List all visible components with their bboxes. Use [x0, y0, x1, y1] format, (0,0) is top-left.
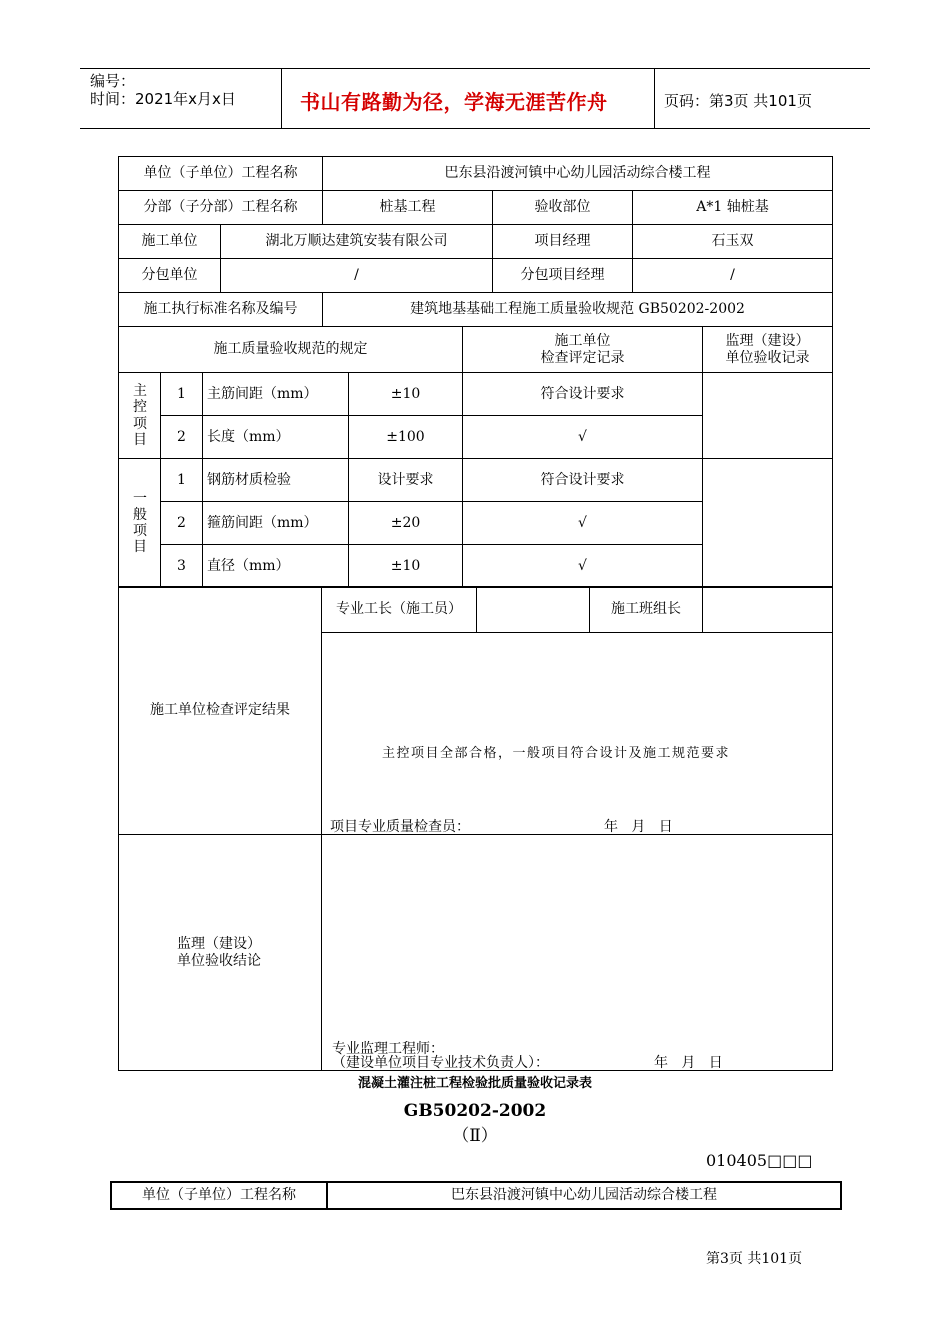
quality-inspector-label: 项目专业质量检查员： [330, 819, 470, 835]
construction-conclusion: 主控项目全部合格，一般项目符合设计及施工规范要求 [382, 746, 731, 761]
supervision-label-line2: 单位验收结论 [177, 952, 261, 969]
item-result: √ [463, 416, 703, 459]
division-project-label: 分部（子分部）工程名称 [119, 191, 323, 225]
section-part: （Ⅱ） [452, 1126, 498, 1146]
supervision-label-line1: 监理（建设） [177, 936, 261, 953]
general-group: 一般项目 [119, 459, 161, 588]
supervisor-record-header-line2: 单位验收记录 [725, 349, 810, 366]
header-bottom-rule [80, 128, 870, 129]
header-top-rule [80, 68, 870, 69]
item-no: 3 [161, 545, 203, 588]
team-leader-value [703, 587, 833, 633]
form-number: 010405□□□ [706, 1151, 813, 1170]
item-spec: ±10 [349, 373, 463, 416]
item-spec: ±100 [349, 416, 463, 459]
main-control-group: 主控项目 [119, 373, 161, 459]
section-code: GB50202-2002 [403, 1101, 547, 1121]
main-supervisor-record [703, 373, 833, 459]
footer-page-number: 第3页 共101页 [706, 1251, 803, 1267]
item-name: 直径（mm） [203, 545, 349, 588]
motto: 书山有路勤为径，学海无涯苦作舟 [300, 90, 608, 114]
item-no: 1 [161, 459, 203, 502]
item-spec: 设计要求 [349, 459, 463, 502]
item-no: 2 [161, 502, 203, 545]
section2-unit-name-label: 单位（子单位）工程名称 [111, 1182, 327, 1209]
construction-result-label: 施工单位检查评定结果 [119, 587, 322, 835]
time-label: 时间：2021年x月x日 [90, 90, 236, 108]
project-manager-label: 项目经理 [493, 225, 633, 259]
team-leader-label: 施工班组长 [590, 587, 703, 633]
supervision-engineer-label: 专业监理工程师： [332, 1041, 444, 1057]
item-name: 长度（mm） [203, 416, 349, 459]
item-name: 箍筋间距（mm） [203, 502, 349, 545]
owner-representative-label: （建设单位项目专业技术负责人）： [332, 1055, 549, 1071]
item-result: 符合设计要求 [463, 459, 703, 502]
results-table [118, 586, 833, 1071]
section2-table [110, 1181, 842, 1210]
item-result: √ [463, 545, 703, 588]
check-items-table [118, 326, 833, 588]
supervision-conclusion-cell [322, 835, 833, 1071]
item-result: 符合设计要求 [463, 373, 703, 416]
standard-value: 建筑地基基础工程施工质量验收规范 GB50202-2002 [323, 293, 833, 327]
unit-check-header-line1: 施工单位 [554, 333, 611, 350]
item-no: 1 [161, 373, 203, 416]
page-label: 页码：第3页 共101页 [664, 92, 812, 110]
standard-label: 施工执行标准名称及编号 [119, 293, 323, 327]
supervisor-record-header [703, 327, 833, 373]
acceptance-part-label: 验收部位 [493, 191, 633, 225]
supervision-date: 年 月 日 [654, 1055, 723, 1071]
header-divider [654, 68, 655, 128]
header-divider [281, 68, 282, 128]
item-spec: ±10 [349, 545, 463, 588]
section2-unit-name-value: 巴东县沿渡河镇中心幼儿园活动综合楼工程 [327, 1182, 841, 1209]
subcontractor-value: / [221, 259, 493, 293]
item-name: 钢筋材质检验 [203, 459, 349, 502]
contractor-value: 湖北万顺达建筑安装有限公司 [221, 225, 493, 259]
inspector-date: 年 月 日 [604, 819, 673, 835]
division-project-value: 桩基工程 [323, 191, 493, 225]
construction-conclusion-cell [322, 633, 833, 835]
unit-project-name-label: 单位（子单位）工程名称 [119, 157, 323, 191]
item-spec: ±20 [349, 502, 463, 545]
project-manager-value: 石玉双 [633, 225, 833, 259]
item-no: 2 [161, 416, 203, 459]
general-supervisor-record [703, 459, 833, 588]
unit-check-header-line2: 检查评定记录 [540, 349, 625, 366]
table-row [119, 373, 833, 416]
supervision-conclusion-label [119, 835, 322, 1071]
supervisor-record-header-line1: 监理（建设） [725, 333, 810, 350]
sub-manager-value: / [633, 259, 833, 293]
section-title: 混凝土灌注桩工程检验批质量验收记录表 [357, 1076, 592, 1091]
foreman-value [477, 587, 590, 633]
spec-header: 施工质量验收规范的规定 [119, 327, 463, 373]
table-row [119, 459, 833, 502]
unit-check-header [463, 327, 703, 373]
info-table [118, 156, 833, 327]
item-result: √ [463, 502, 703, 545]
unit-project-name-value: 巴东县沿渡河镇中心幼儿园活动综合楼工程 [323, 157, 833, 191]
serial-label: 编号： [90, 72, 136, 90]
item-name: 主筋间距（mm） [203, 373, 349, 416]
acceptance-part-value: A*1 轴桩基 [633, 191, 833, 225]
sub-manager-label: 分包项目经理 [493, 259, 633, 293]
contractor-label: 施工单位 [119, 225, 221, 259]
foreman-label: 专业工长（施工员） [322, 587, 477, 633]
subcontractor-label: 分包单位 [119, 259, 221, 293]
